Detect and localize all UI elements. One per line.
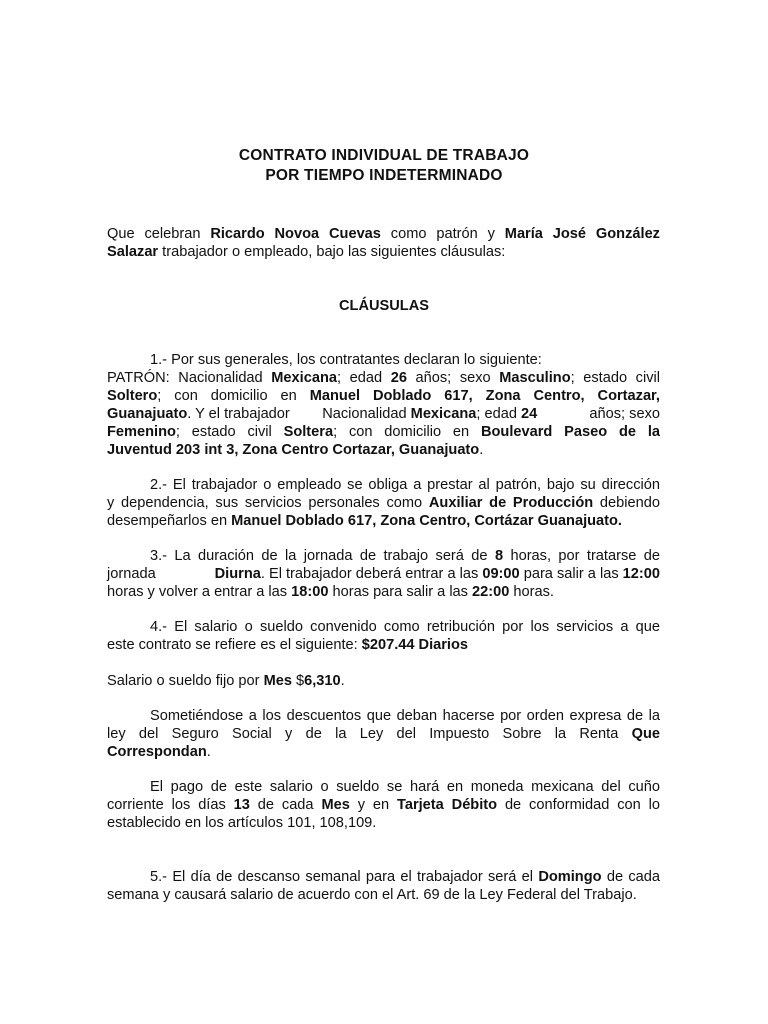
payment-paragraph [107,778,660,832]
worker-name-part-2: Salazar [107,244,159,260]
clause-4-line-1: 4.- El salario o sueldo convenido como retribución por los servicios a que [150,619,660,635]
clause-3-line-3: horas y volver a entrar a las 18:00 horas para salir a las 22:00 horas. [107,584,554,600]
deductions-line-2: ley del Seguro Social y de la Ley del Impuesto Sobre la Renta Que [107,726,660,742]
clause-2-line-1: 2.- El trabajador o empleado se obliga a prestar al patrón, bajo su dirección [150,477,660,493]
clause-3-line-1: 3.- La duración de la jornada de trabajo será de 8 horas, por tratarse de [150,548,660,564]
deductions-line-1: Sometiéndose a los descuentos que deban hacerse por orden expresa de la [150,708,660,724]
monthly-salary-line [107,672,660,690]
intro-paragraph [107,225,660,261]
clause-3 [107,547,660,601]
clause-1-line-1: 1.- Por sus generales, los contratantes declaran lo siguiente: [150,352,542,368]
deductions-paragraph [107,707,660,761]
payment-line-2: corriente los días 13 de cada Mes y en Tarjeta Débito de conformidad con lo [107,797,661,813]
workplace-address: Manuel Doblado 617, Zona Centro, Cortázar Guanajuato. [231,513,622,529]
worker-name-part-1: María José González [504,226,660,242]
monthly-salary-text: Salario o sueldo fijo por Mes $6,310. [107,673,345,689]
clause-1-line-5: Femenino; estado civil Soltera; con domicilio en Boulevard Paseo de la [107,424,661,440]
intro-line-1: Que celebran Ricardo Novoa Cuevas como patrón y María José González [107,226,660,242]
clause-1 [107,351,660,459]
document-title-line-1: CONTRATO INDIVIDUAL DE TRABAJO [238,147,530,164]
clause-2-line-3: desempeñarlos en Manuel Doblado 617, Zona Centro, Cortázar Guanajuato. [107,513,622,529]
clause-1-line-6: Juventud 203 int 3, Zona Centro Cortazar, Guanajuato. [107,442,484,458]
deductions-line-3: Correspondan. [107,744,211,760]
clause-5-line-1: 5.- El día de descanso semanal para el trabajador será el Domingo de cada [150,869,660,885]
employer-name: Ricardo Novoa Cuevas [210,226,381,242]
payment-line-3: establecido en los artículos 101, 108,109. [107,815,377,831]
payment-line-1: El pago de este salario o sueldo se hará en moneda mexicana del cuño [150,779,660,795]
job-position: Auxiliar de Producción [428,495,594,511]
monthly-salary-amount: 6,310 [304,673,341,689]
clause-5-line-2: semana y causará salario de acuerdo con el Art. 69 de la Ley Federal del Trabajo. [107,887,637,903]
clause-2 [107,476,660,530]
clausulas-heading: CLÁUSULAS [339,298,429,314]
clause-3-line-2: jornada Diurna. El trabajador deberá entrar a las 09:00 para salir a las 12:00 [107,566,660,582]
clause-1-line-4: Guanajuato. Y el trabajador Nacionalidad Mexicana; edad 24 años; sexo [107,406,660,422]
document-title-line-2: POR TIEMPO INDETERMINADO [265,167,503,184]
clause-2-line-2: y dependencia, sus servicios personales como Auxiliar de Producción debiendo [107,495,660,511]
clause-1-line-2: PATRÓN: Nacionalidad Mexicana; edad 26 años; sexo Masculino; estado civil [107,370,660,386]
clause-4 [107,618,660,654]
daily-salary: $207.44 Diarios [361,637,469,653]
clause-5 [107,868,660,904]
clause-4-line-2: este contrato se refiere es el siguiente: $207.44 Diarios [107,637,469,653]
intro-line-2: Salazar trabajador o empleado, bajo las siguientes cláusulas: [107,244,506,260]
clause-1-line-3: Soltero; con domicilio en Manuel Doblado 617, Zona Centro, Cortazar, [107,388,660,404]
rest-day: Domingo [538,869,602,885]
